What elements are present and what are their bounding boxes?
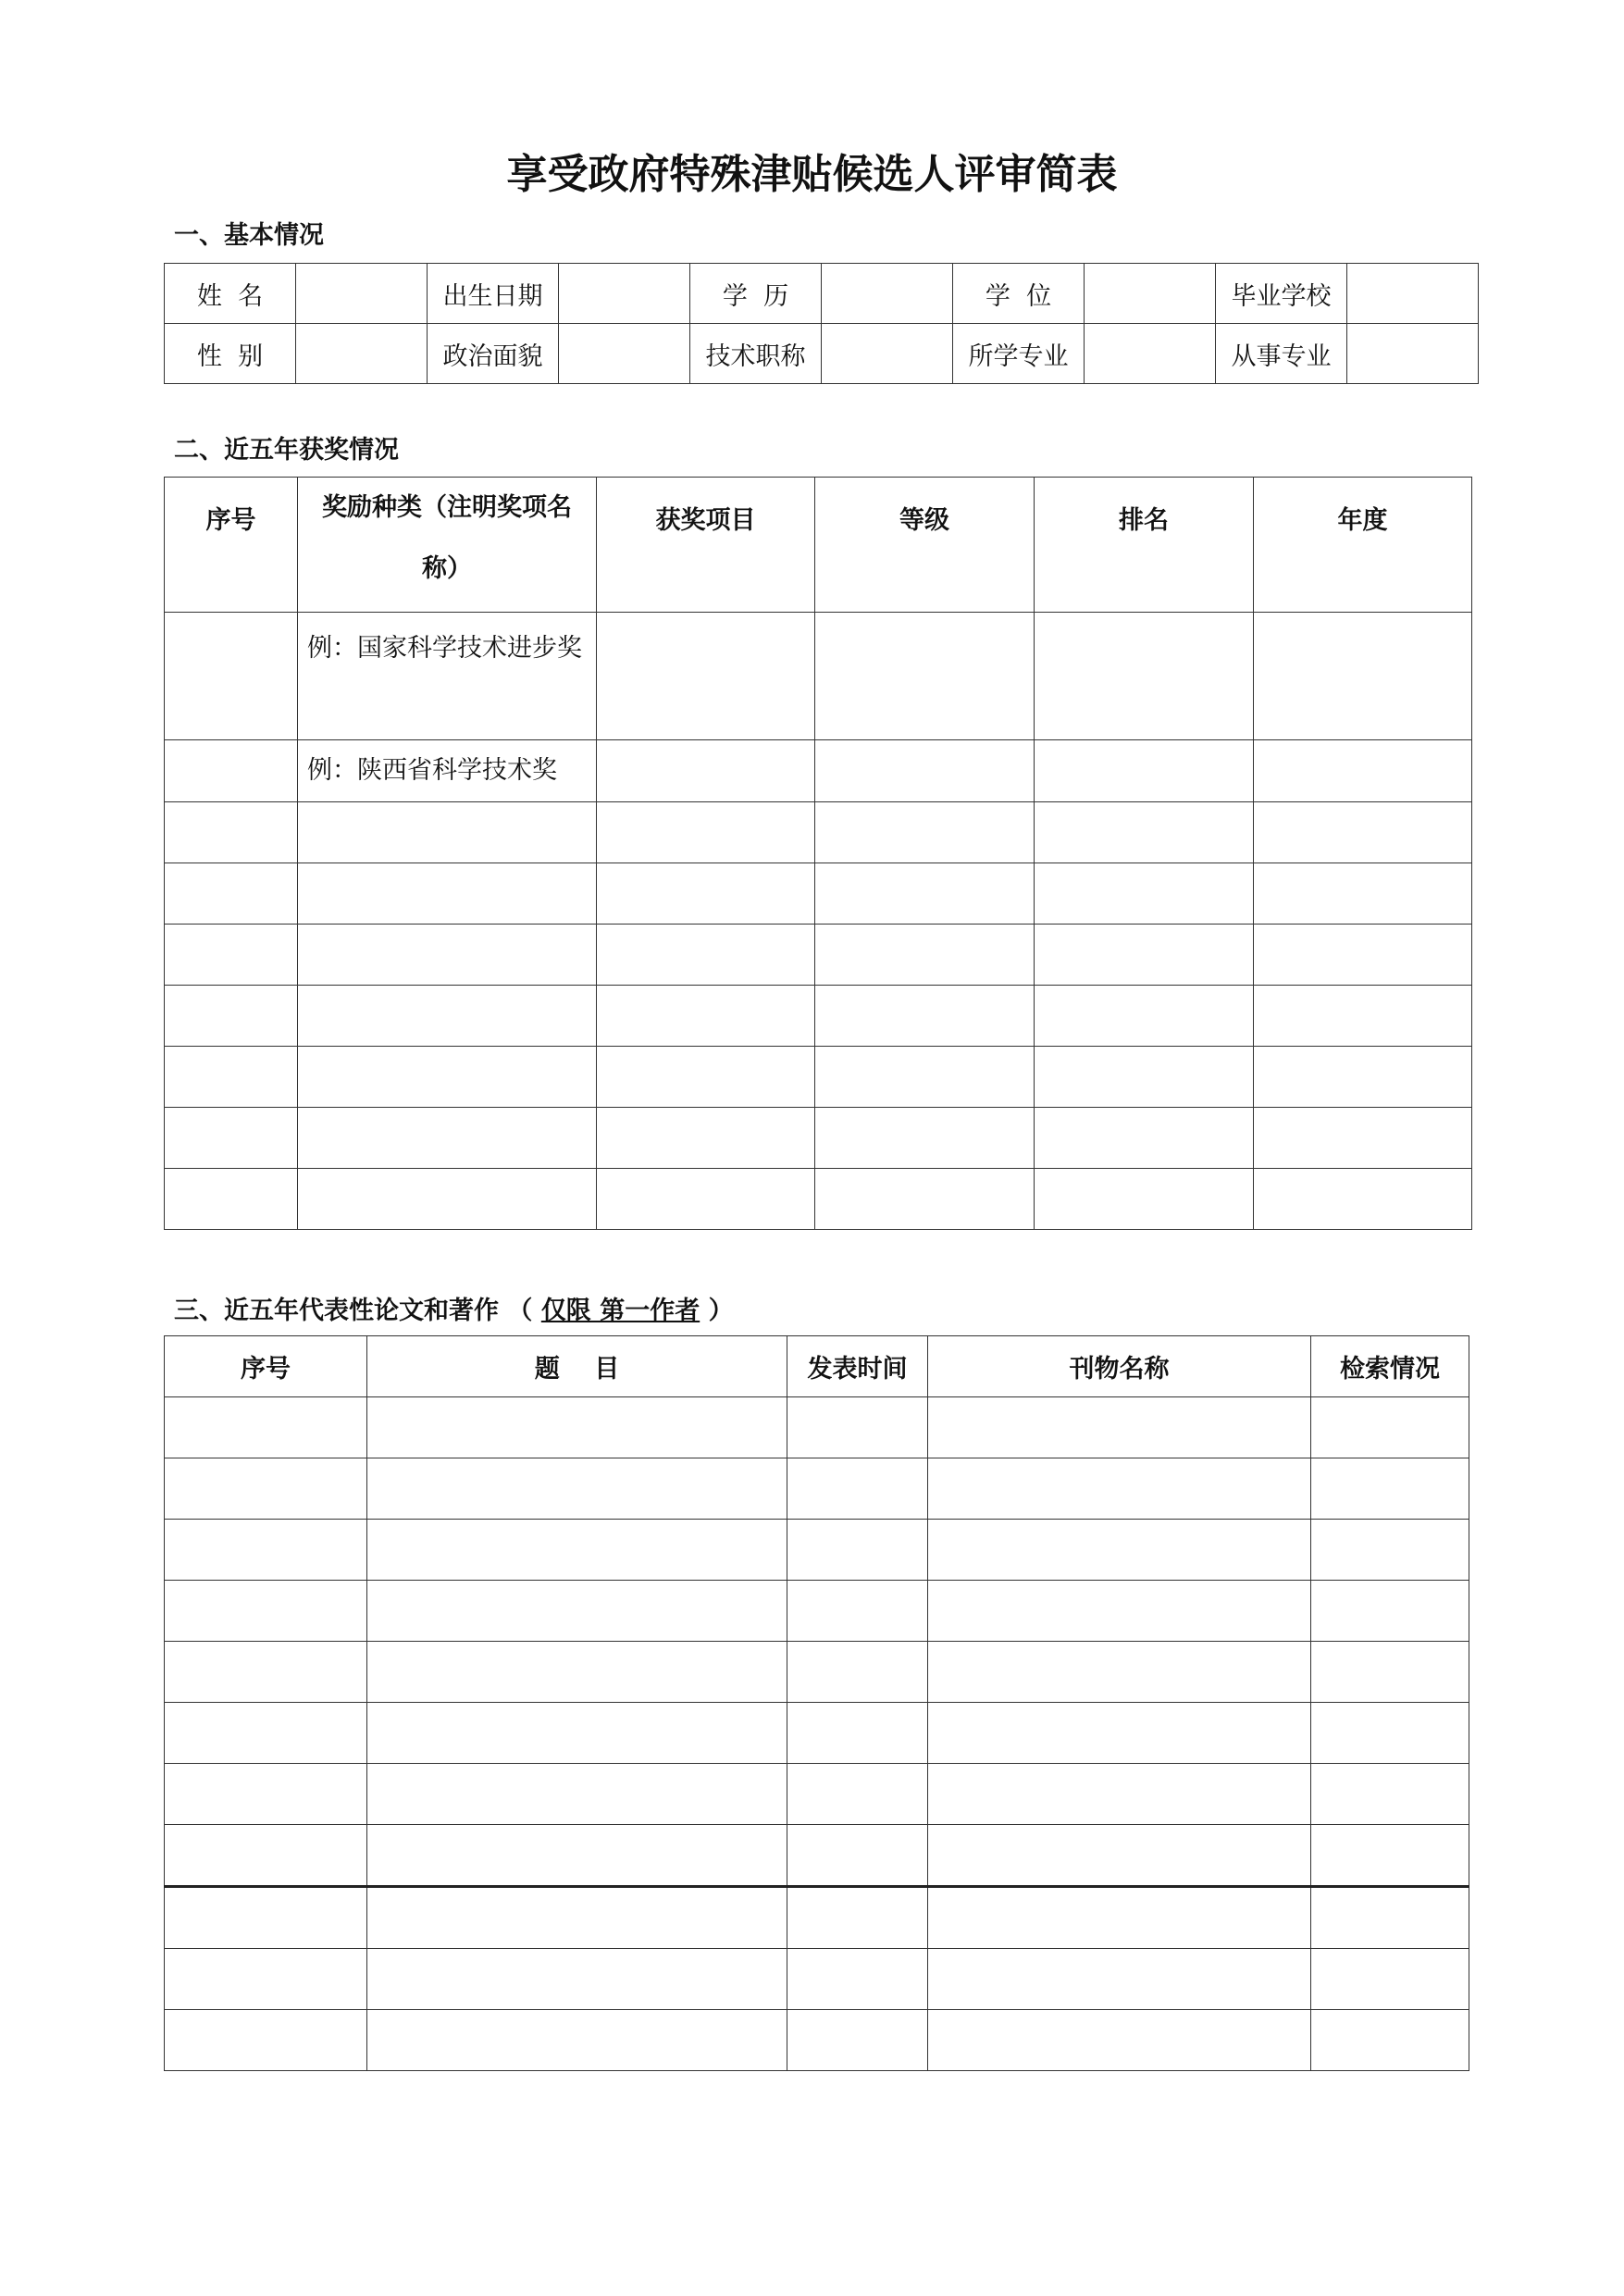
cell[interactable] bbox=[165, 1642, 367, 1703]
table-row bbox=[165, 1825, 1469, 1887]
cell[interactable] bbox=[298, 802, 597, 863]
cell[interactable] bbox=[1254, 1169, 1472, 1230]
cell[interactable] bbox=[815, 925, 1035, 986]
cell[interactable] bbox=[367, 1397, 787, 1458]
field-label: 毕业学校 bbox=[1216, 264, 1347, 324]
field-label: 学 历 bbox=[690, 264, 822, 324]
header-award-type: 奖励种类（注明奖项名称） bbox=[298, 478, 597, 613]
papers-table bbox=[164, 1335, 1469, 2071]
cell[interactable] bbox=[298, 925, 597, 986]
cell[interactable] bbox=[928, 1764, 1311, 1825]
cell[interactable] bbox=[367, 1458, 787, 1520]
field-value-cell[interactable] bbox=[1347, 324, 1479, 384]
cell[interactable] bbox=[367, 1581, 787, 1642]
field-label: 技术职称 bbox=[690, 324, 822, 384]
cell[interactable] bbox=[597, 802, 815, 863]
cell[interactable] bbox=[367, 1703, 787, 1764]
cell[interactable] bbox=[787, 1581, 928, 1642]
cell[interactable] bbox=[165, 1825, 367, 1887]
example-award-cell[interactable]: 例：陕西省科学技术奖 bbox=[298, 740, 597, 802]
field-value-cell[interactable] bbox=[559, 324, 690, 384]
header-title: 题 目 bbox=[367, 1336, 787, 1397]
cell[interactable] bbox=[1035, 925, 1254, 986]
field-value-cell[interactable] bbox=[296, 264, 428, 324]
field-value-cell[interactable] bbox=[559, 264, 690, 324]
cell[interactable] bbox=[165, 1047, 298, 1108]
cell[interactable] bbox=[1254, 1108, 1472, 1169]
cell[interactable] bbox=[787, 1949, 928, 2010]
cell[interactable] bbox=[298, 1169, 597, 1230]
field-value-cell[interactable] bbox=[1085, 264, 1216, 324]
document-title: 享受政府特殊津贴候选人评审简表 bbox=[506, 151, 1118, 198]
heading-first-author-note: 仅限 第一作者 bbox=[540, 1297, 700, 1325]
table-row bbox=[165, 1458, 1469, 1520]
table-row bbox=[165, 2010, 1469, 2071]
cell[interactable] bbox=[597, 1108, 815, 1169]
table-row bbox=[165, 986, 1472, 1047]
table-row bbox=[165, 740, 1472, 802]
cell[interactable] bbox=[597, 613, 815, 740]
cell[interactable] bbox=[165, 613, 298, 740]
cell[interactable] bbox=[1311, 1397, 1469, 1458]
table-row bbox=[165, 1108, 1472, 1169]
table-row bbox=[165, 1764, 1469, 1825]
cell[interactable] bbox=[298, 1047, 597, 1108]
cell[interactable] bbox=[165, 802, 298, 863]
cell[interactable] bbox=[928, 1642, 1311, 1703]
table-row bbox=[165, 1949, 1469, 2010]
cell[interactable] bbox=[815, 613, 1035, 740]
table-row bbox=[165, 613, 1472, 740]
field-label: 从事专业 bbox=[1216, 324, 1347, 384]
example-award-cell[interactable]: 例：国家科学技术进步奖 bbox=[298, 613, 597, 740]
table-row bbox=[165, 863, 1472, 925]
cell[interactable] bbox=[165, 1764, 367, 1825]
table-row bbox=[165, 1520, 1469, 1581]
cell[interactable] bbox=[165, 2010, 367, 2071]
cell[interactable] bbox=[1254, 925, 1472, 986]
cell[interactable] bbox=[815, 740, 1035, 802]
cell[interactable] bbox=[298, 986, 597, 1047]
cell[interactable] bbox=[165, 925, 298, 986]
cell[interactable] bbox=[928, 1397, 1311, 1458]
cell[interactable] bbox=[165, 863, 298, 925]
cell[interactable] bbox=[367, 1887, 787, 1949]
cell[interactable] bbox=[787, 1458, 928, 1520]
cell[interactable] bbox=[1311, 1764, 1469, 1825]
table-row bbox=[165, 1703, 1469, 1764]
cell[interactable] bbox=[165, 1108, 298, 1169]
header-indexing: 检索情况 bbox=[1311, 1336, 1469, 1397]
field-label: 所学专业 bbox=[953, 324, 1085, 384]
field-label: 学 位 bbox=[953, 264, 1085, 324]
header-journal: 刊物名称 bbox=[928, 1336, 1311, 1397]
cell[interactable] bbox=[1311, 1949, 1469, 2010]
cell[interactable] bbox=[165, 1397, 367, 1458]
section2-heading: 二、近五年获奖情况 bbox=[174, 436, 399, 465]
cell[interactable] bbox=[787, 2010, 928, 2071]
cell[interactable] bbox=[1311, 1825, 1469, 1887]
awards-table bbox=[164, 477, 1472, 1230]
cell[interactable] bbox=[367, 1825, 787, 1887]
table-row bbox=[165, 1047, 1472, 1108]
cell[interactable] bbox=[787, 1642, 928, 1703]
cell[interactable] bbox=[787, 1703, 928, 1764]
cell[interactable] bbox=[165, 1703, 367, 1764]
cell[interactable] bbox=[1311, 1887, 1469, 1949]
cell[interactable] bbox=[1311, 1703, 1469, 1764]
cell[interactable] bbox=[787, 1397, 928, 1458]
cell[interactable] bbox=[1035, 613, 1254, 740]
field-value-cell[interactable] bbox=[822, 324, 953, 384]
cell[interactable] bbox=[928, 1520, 1311, 1581]
cell[interactable] bbox=[597, 1047, 815, 1108]
header-index: 序号 bbox=[165, 1336, 367, 1397]
cell[interactable] bbox=[928, 1825, 1311, 1887]
cell[interactable] bbox=[787, 1887, 928, 1949]
field-label: 出生日期 bbox=[428, 264, 559, 324]
cell[interactable] bbox=[1035, 863, 1254, 925]
cell[interactable] bbox=[367, 2010, 787, 2071]
header-publish-date: 发表时间 bbox=[787, 1336, 928, 1397]
cell[interactable] bbox=[928, 1703, 1311, 1764]
cell[interactable] bbox=[928, 1581, 1311, 1642]
table-row bbox=[165, 925, 1472, 986]
cell[interactable] bbox=[928, 2010, 1311, 2071]
basic-info-table bbox=[164, 263, 1479, 384]
cell[interactable] bbox=[298, 1108, 597, 1169]
cell[interactable] bbox=[165, 1169, 298, 1230]
cell[interactable] bbox=[928, 1949, 1311, 2010]
header-level: 等级 bbox=[815, 478, 1035, 613]
cell[interactable] bbox=[815, 1169, 1035, 1230]
cell[interactable] bbox=[1311, 2010, 1469, 2071]
basic-info-row bbox=[165, 324, 1479, 384]
cell[interactable] bbox=[1035, 1047, 1254, 1108]
cell[interactable] bbox=[815, 863, 1035, 925]
cell[interactable] bbox=[597, 1169, 815, 1230]
field-value-cell[interactable] bbox=[296, 324, 428, 384]
cell[interactable] bbox=[1311, 1581, 1469, 1642]
cell[interactable] bbox=[597, 863, 815, 925]
cell[interactable] bbox=[1254, 1047, 1472, 1108]
heading-suffix: ） bbox=[700, 1297, 734, 1325]
cell[interactable] bbox=[597, 925, 815, 986]
cell[interactable] bbox=[1254, 613, 1472, 740]
cell[interactable] bbox=[787, 1520, 928, 1581]
heading-prefix: 三、近五年代表性论文和著作 （ bbox=[174, 1297, 541, 1325]
cell[interactable] bbox=[1035, 802, 1254, 863]
cell[interactable] bbox=[1254, 740, 1472, 802]
section3-heading bbox=[174, 1290, 734, 1326]
cell[interactable] bbox=[597, 740, 815, 802]
cell[interactable] bbox=[1254, 986, 1472, 1047]
cell[interactable] bbox=[1311, 1458, 1469, 1520]
field-label: 政治面貌 bbox=[428, 324, 559, 384]
cell[interactable] bbox=[1035, 1108, 1254, 1169]
header-index: 序号 bbox=[165, 478, 298, 613]
cell[interactable] bbox=[928, 1887, 1311, 1949]
field-value-cell[interactable] bbox=[822, 264, 953, 324]
cell[interactable] bbox=[298, 863, 597, 925]
cell[interactable] bbox=[928, 1458, 1311, 1520]
cell[interactable] bbox=[367, 1642, 787, 1703]
cell[interactable] bbox=[367, 1764, 787, 1825]
cell[interactable] bbox=[367, 1949, 787, 2010]
cell[interactable] bbox=[1035, 740, 1254, 802]
cell[interactable] bbox=[165, 1581, 367, 1642]
cell[interactable] bbox=[367, 1520, 787, 1581]
papers-header-row bbox=[165, 1336, 1469, 1397]
table-row bbox=[165, 802, 1472, 863]
cell[interactable] bbox=[165, 1887, 367, 1949]
cell[interactable] bbox=[165, 740, 298, 802]
awards-header-row bbox=[165, 478, 1472, 613]
field-value-cell[interactable] bbox=[1347, 264, 1479, 324]
cell[interactable] bbox=[1035, 1169, 1254, 1230]
cell[interactable] bbox=[165, 986, 298, 1047]
cell[interactable] bbox=[1035, 986, 1254, 1047]
cell[interactable] bbox=[165, 1949, 367, 2010]
table-row bbox=[165, 1642, 1469, 1703]
cell[interactable] bbox=[597, 986, 815, 1047]
cell[interactable] bbox=[815, 1047, 1035, 1108]
header-rank: 排名 bbox=[1035, 478, 1254, 613]
field-label: 姓 名 bbox=[165, 264, 296, 324]
field-label: 性 别 bbox=[165, 324, 296, 384]
cell[interactable] bbox=[1311, 1642, 1469, 1703]
table-row bbox=[165, 1169, 1472, 1230]
basic-info-row bbox=[165, 264, 1479, 324]
cell[interactable] bbox=[1254, 863, 1472, 925]
cell[interactable] bbox=[787, 1825, 928, 1887]
header-year: 年度 bbox=[1254, 478, 1472, 613]
table-row bbox=[165, 1397, 1469, 1458]
cell[interactable] bbox=[165, 1458, 367, 1520]
field-value-cell[interactable] bbox=[1085, 324, 1216, 384]
cell[interactable] bbox=[787, 1764, 928, 1825]
table-row bbox=[165, 1581, 1469, 1642]
section1-heading: 一、基本情况 bbox=[174, 221, 324, 250]
cell[interactable] bbox=[165, 1520, 367, 1581]
header-project: 获奖项目 bbox=[597, 478, 815, 613]
cell[interactable] bbox=[815, 1108, 1035, 1169]
cell[interactable] bbox=[1254, 802, 1472, 863]
cell[interactable] bbox=[815, 986, 1035, 1047]
cell[interactable] bbox=[815, 802, 1035, 863]
cell[interactable] bbox=[1311, 1520, 1469, 1581]
table-row bbox=[165, 1887, 1469, 1949]
